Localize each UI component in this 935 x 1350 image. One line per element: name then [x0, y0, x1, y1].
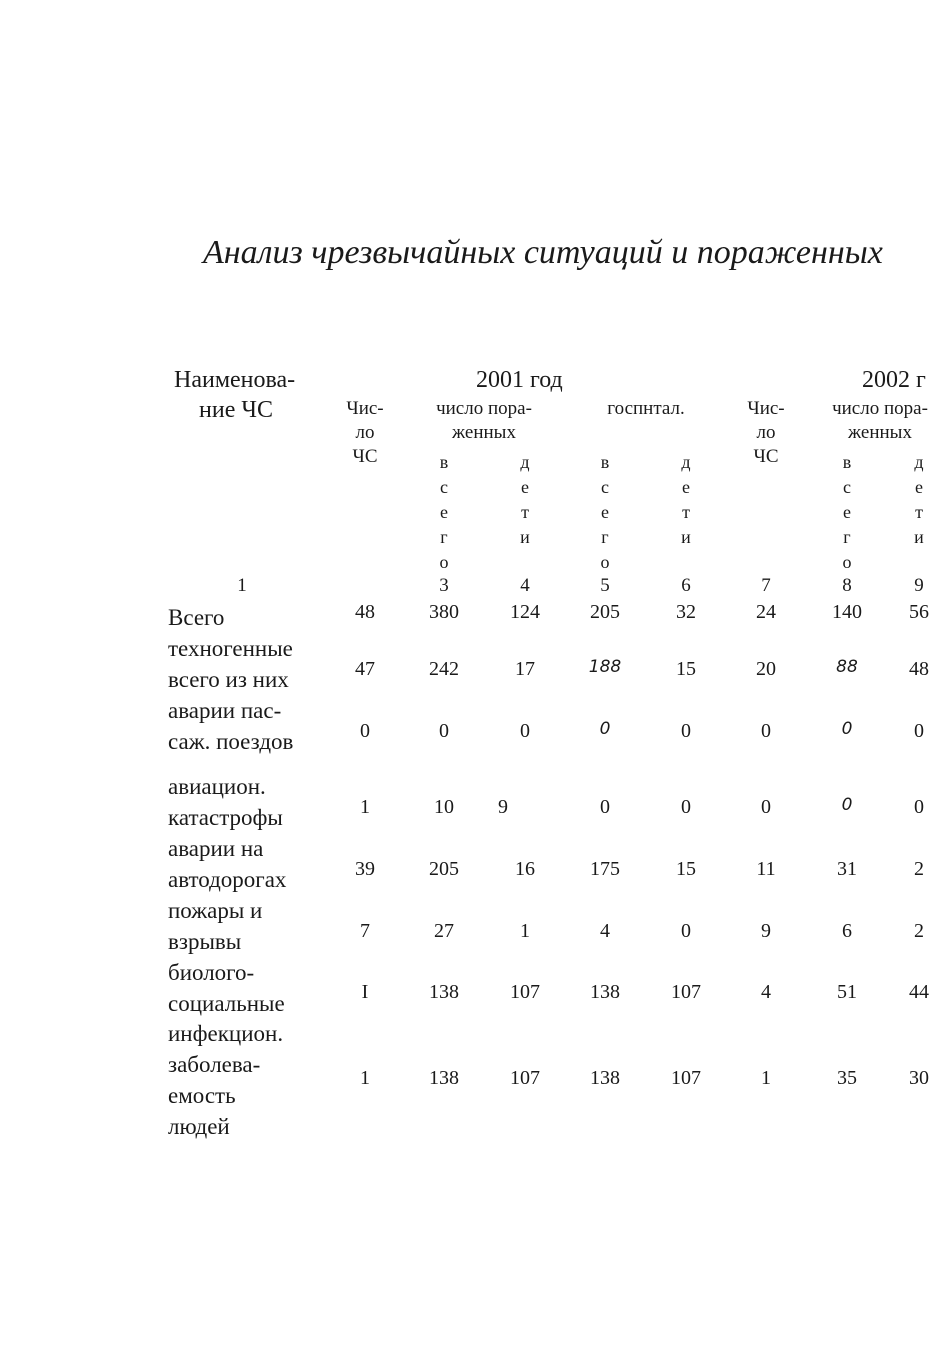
table-cell: 0	[761, 796, 771, 818]
table-cell: 9	[761, 920, 771, 942]
table-cell: 0	[360, 720, 370, 742]
table-cell: 35	[837, 1067, 857, 1089]
row-name-biosocial: биолого- социальные	[168, 960, 285, 1016]
table-cell: 1	[360, 796, 370, 818]
table-cell: 107	[510, 981, 540, 1003]
table-cell: 0	[914, 796, 924, 818]
table-cell: 6	[842, 920, 852, 942]
vertical-children-2002: д е т и	[914, 452, 924, 547]
column-number: 6	[681, 575, 691, 596]
table-cell: 175	[590, 858, 620, 880]
table-cell: 205	[590, 601, 620, 623]
row-name-road-accidents: аварии на автодорогах	[168, 836, 287, 892]
table-cell: 10	[434, 796, 454, 818]
table-cell: 56	[909, 601, 929, 623]
header-name-line1: Наименова-	[174, 367, 296, 393]
count-line1: Чис-	[747, 398, 785, 419]
table-cell: 7	[360, 920, 370, 942]
table-cell: 2	[914, 858, 924, 880]
table-cell: 107	[510, 1067, 540, 1089]
table-cell: 138	[590, 1067, 620, 1089]
table-cell: 20	[756, 658, 776, 680]
table-cell: 48	[909, 658, 929, 680]
table-cell: 32	[676, 601, 696, 623]
row-name-infectious: инфекцион. заболева- емость людей	[168, 1021, 284, 1139]
count-line2: ло	[756, 422, 776, 443]
row-name-aviation: авиацион. катастрофы	[168, 774, 283, 830]
count-line2: ло	[355, 422, 375, 443]
table-cell: 0	[681, 920, 691, 942]
table-cell: I	[361, 981, 369, 1003]
header-hospital-2001: госпнтал.	[607, 398, 685, 419]
table-cell: 17	[515, 658, 535, 680]
header-affected-2002	[821, 397, 935, 445]
table-cell: 31	[837, 858, 857, 880]
table-cell: 0	[914, 720, 924, 742]
table-cell: 0	[841, 719, 853, 739]
row-name-fires: пожары и взрывы	[168, 898, 263, 954]
vertical-hosp-children-2001: д е т и	[681, 452, 691, 547]
table-cell: 11	[756, 858, 776, 880]
column-number: 7	[761, 575, 771, 596]
table-cell: 205	[429, 858, 459, 880]
page-title: Анализ чрезвычайных ситуаций и пораженных	[203, 234, 883, 271]
vertical-children-2001: д е т и	[520, 452, 530, 547]
table-cell: 30	[909, 1067, 929, 1089]
table-cell: 24	[756, 601, 776, 623]
table-cell: 1	[360, 1067, 370, 1089]
row-name-total: Всего	[168, 605, 225, 630]
header-count-2002	[744, 397, 788, 469]
table-cell: 0	[600, 796, 610, 818]
row-name-train-accidents: аварии пас- саж. поездов	[168, 698, 294, 754]
table-cell: 0	[599, 719, 611, 739]
table-cell: 0	[439, 720, 449, 742]
vertical-hosp-total-2001: в с е г о	[600, 452, 610, 572]
affected-line2: женных	[452, 422, 516, 443]
table-cell: 0	[681, 720, 691, 742]
affected-line2: женных	[848, 422, 912, 443]
column-number: 4	[520, 575, 530, 596]
table-cell: 242	[429, 658, 459, 680]
table-cell: 0	[520, 720, 530, 742]
table-cell: 51	[837, 981, 857, 1003]
table-cell: 88	[836, 657, 858, 677]
table-cell: 15	[676, 858, 696, 880]
table-cell: 138	[429, 1067, 459, 1089]
table-cell: 44	[909, 981, 929, 1003]
table-cell: 0	[681, 796, 691, 818]
table-cell: 39	[355, 858, 375, 880]
column-number: 9	[914, 575, 924, 596]
table-cell: 380	[429, 601, 459, 623]
table-cell: 140	[832, 601, 862, 623]
table-cell: 2	[914, 920, 924, 942]
table-cell: 107	[671, 1067, 701, 1089]
table-cell: 0	[841, 795, 853, 815]
header-count-2001	[343, 397, 387, 469]
count-line3: ЧС	[753, 446, 779, 467]
table-cell: 9	[498, 796, 508, 818]
column-number: 5	[600, 575, 610, 596]
affected-line1: число пора-	[436, 398, 532, 419]
header-affected-2001	[425, 397, 543, 445]
table-cell: 1	[761, 1067, 771, 1089]
affected-line1: число пора-	[832, 398, 928, 419]
column-number: 3	[439, 575, 449, 596]
column-number: 8	[842, 575, 852, 596]
count-line3: ЧС	[352, 446, 378, 467]
table-cell: 1	[520, 920, 530, 942]
table-cell: 16	[515, 858, 535, 880]
count-line1: Чис-	[346, 398, 384, 419]
table-cell: 4	[600, 920, 610, 942]
header-year-2002: 2002 г	[862, 367, 926, 393]
vertical-total-2002: в с е г о	[842, 452, 852, 572]
table-cell: 4	[761, 981, 771, 1003]
table-cell: 27	[434, 920, 454, 942]
table-cell: 48	[355, 601, 375, 623]
header-name-line2: ние ЧС	[199, 397, 273, 423]
vertical-total-2001: в с е г о	[439, 452, 449, 572]
table-cell: 107	[671, 981, 701, 1003]
table-cell: 188	[588, 657, 622, 677]
table-cell: 124	[510, 601, 540, 623]
row-name-technogenic: техногенные всего из них	[168, 636, 293, 692]
table-cell: 0	[761, 720, 771, 742]
table-cell: 15	[676, 658, 696, 680]
column-number: 1	[237, 575, 247, 596]
header-year-2001: 2001 год	[476, 367, 563, 393]
table-cell: 47	[355, 658, 375, 680]
table-cell: 138	[429, 981, 459, 1003]
table-cell: 138	[590, 981, 620, 1003]
